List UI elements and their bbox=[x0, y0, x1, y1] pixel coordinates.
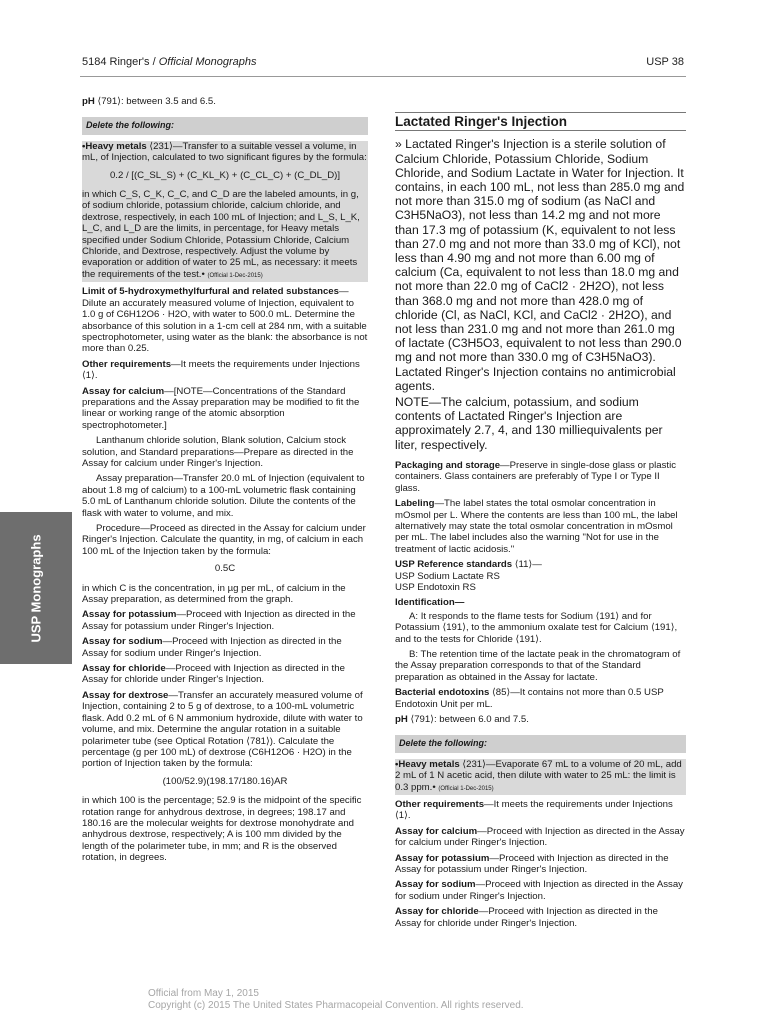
delete-header: Delete the following: bbox=[82, 117, 368, 134]
usp-edition: USP 38 bbox=[646, 56, 684, 68]
ph-text: ⟨791⟩: between 3.5 and 6.5. bbox=[94, 96, 216, 107]
heavy-metals-block bbox=[82, 141, 368, 282]
other-requirements-label-right: Other requirements bbox=[395, 799, 485, 811]
limit-label: Limit of 5-hydroxymethylfurfural and related substances bbox=[82, 286, 339, 298]
packaging-text: —Preserve in single-dose glass or plastic containers. Glass containers are preferably of Type I or Type II glass. bbox=[395, 459, 676, 494]
right-column bbox=[395, 112, 686, 933]
assay-potassium-label-right: Assay for potassium bbox=[395, 852, 490, 864]
reference-standards-text: ⟨11⟩— bbox=[512, 559, 542, 571]
heavy-metals-where-text: in which C_S, C_K, C_C, and C_D are the labeled amounts, in g, of sodium chloride, potassium chloride, calcium chloride, and dextrose, respectively, in each 100 mL of Injection; and L_S, L_K, L_C, and L_D are the limits, in percentage, for Heavy metals specified under Sodium Chloride, Potassium Chloride, Calcium Chloride, and Dextrose, respectively. Adjust the volume by evaporation or addition of water to 25 mL, as necessary: it meets the requirements of the test.• bbox=[82, 189, 360, 280]
heavy-metals-formula: 0.2 / [(C_SL_S) + (C_KL_K) + (C_CL_C) + (C_DL_D)] bbox=[109, 169, 341, 181]
official-date: (Official 1-Dec-2015) bbox=[207, 272, 263, 279]
reference-standards-label: USP Reference standards bbox=[395, 559, 513, 571]
dextrose-formula: (100/52.9)(198.17/180.16)AR bbox=[162, 775, 288, 787]
side-tab-label: USP Monographs bbox=[28, 533, 44, 643]
reference-standard-1: USP Sodium Lactate RS bbox=[395, 570, 500, 582]
assay-calcium-label-right: Assay for calcium bbox=[395, 825, 478, 837]
heavy-metals-section-right bbox=[395, 759, 686, 795]
assay-sodium-label-right: Assay for sodium bbox=[395, 879, 476, 891]
heavy-metals-block-right bbox=[395, 759, 686, 795]
assay-potassium-label: Assay for potassium bbox=[82, 609, 177, 621]
assay-sodium-section-right bbox=[395, 879, 686, 902]
calcium-where: in which C is the concentration, in µg per mL, of calcium in the Assay preparation, as determined from the graph. bbox=[82, 582, 346, 606]
assay-dextrose-section bbox=[82, 690, 368, 770]
assay-chloride-label-right: Assay for chloride bbox=[395, 906, 479, 918]
heavy-metals-text: ⟨231⟩—Transfer to a suitable vessel a volume, in mL, of Injection, calculated to two significant figures by the formula: bbox=[82, 140, 367, 164]
packaging-label: Packaging and storage bbox=[395, 459, 501, 471]
ph-section bbox=[82, 96, 368, 107]
assay-potassium-section bbox=[82, 609, 368, 632]
reference-standards-section bbox=[395, 559, 686, 570]
assay-calcium-section-right bbox=[395, 826, 686, 849]
endotoxins-label: Bacterial endotoxins bbox=[395, 687, 490, 699]
identification-a: A: It responds to the flame tests for Sodium ⟨191⟩ and for Potassium ⟨191⟩, to the ammonium oxalate test for Calcium ⟨191⟩, and to the tests for Chloride ⟨191⟩. bbox=[395, 610, 678, 645]
labeling-text: —The label states the total osmolar concentration in mOsmol per L. Where the contents are less than 100 mL, the label alternatively may state the total osmolar concentration in mOsmol per mL. The label includes also the warning "Not for use in the treatment of lactic acidosis." bbox=[395, 498, 678, 555]
assay-calcium-section bbox=[82, 386, 368, 432]
assay-calcium-text-right: —Proceed with Injection as directed in the Assay for calcium under Ringer's Injection. bbox=[395, 825, 685, 849]
footer-copyright: Copyright (c) 2015 The United States Pharmacopeial Convention. All rights reserved. bbox=[148, 1000, 524, 1011]
identification-label: Identification— bbox=[395, 597, 465, 609]
limit-section bbox=[82, 286, 368, 354]
page-ref: 5184 Ringer's / bbox=[82, 56, 159, 68]
assay-dextrose-text: —Transfer an accurately measured volume of Injection, containing 2 to 5 g of dextrose, to a 100-mL volumetric flask. Add 0.2 mL of 6 N ammonium hydroxide, dilute with water to volume, and mix. Determine the angular rotation in a suitable polarimeter tube (see Optical Rotation ⟨781⟩). Calculate the percentage (g per 100 mL) of dextrose (C6H12O6 · H2O) in the portion of Injection taken by the formula: bbox=[82, 689, 363, 770]
assay-chloride-label: Assay for chloride bbox=[82, 663, 166, 675]
dextrose-where: in which 100 is the percentage; 52.9 is the midpoint of the specific rotation range for anhydrous dextrose, in degrees; 198.17 and 180.16 are the molecular weights for dextrose monohydrate and anhydrous dextrose, respectively; A is 100 mm divided by the length of the polarimeter tube, in mm; and R is the observed rotation, in degrees. bbox=[82, 795, 362, 864]
assay-potassium-text: —Proceed with Injection as directed in the Assay for potassium under Ringer's Injection. bbox=[82, 609, 356, 632]
assay-chloride-section-right bbox=[395, 906, 686, 929]
heavy-metals-label: •Heavy metals bbox=[82, 140, 147, 152]
official-date-right: (Official 1-Dec-2015) bbox=[438, 785, 494, 792]
reference-standard-2: USP Endotoxin RS bbox=[395, 581, 476, 593]
assay-calcium-label: Assay for calcium bbox=[82, 385, 165, 397]
heavy-metals-text-right: ⟨231⟩—Evaporate 67 mL to a volume of 20 mL, add 2 mL of 1 N acetic acid, then dilute with water to 25 mL: the limit is 0.3 ppm.• bbox=[395, 758, 682, 793]
header-rule bbox=[80, 76, 686, 77]
calcium-formula: 0.5C bbox=[214, 563, 236, 575]
assay-sodium-text-right: —Proceed with Injection as directed in the Assay for sodium under Ringer's Injection. bbox=[395, 879, 683, 902]
assay-potassium-text-right: —Proceed with Injection as directed in the Assay for potassium under Ringer's Injection. bbox=[395, 852, 669, 876]
other-requirements-section-right bbox=[395, 799, 686, 822]
assay-chloride-text-right: —Proceed with Injection as directed in the Assay for chloride under Ringer's Injection. bbox=[395, 906, 658, 929]
heavy-metals-label-right: •Heavy metals bbox=[395, 758, 460, 770]
definition-note: NOTE—The calcium, potassium, and sodium contents of Lactated Ringer's Injection are approximately 2.7, 4, and 130 milliequivalents per liter, respectively. bbox=[395, 395, 663, 452]
monograph-title: Lactated Ringer's Injection bbox=[395, 112, 686, 131]
assay-sodium-section bbox=[82, 636, 368, 659]
assay-calcium-text: —[NOTE—Concentrations of the Standard preparations and the Assay preparation may be modified to fit the linear or working range of the atomic absorption spectrophotometer.] bbox=[82, 385, 360, 431]
other-requirements-label: Other requirements bbox=[82, 358, 172, 370]
side-tab bbox=[0, 512, 72, 664]
delete-header-right: Delete the following: bbox=[395, 735, 686, 752]
ph-label: pH bbox=[82, 96, 95, 107]
assay-sodium-text: —Proceed with Injection as directed in the Assay for sodium under Ringer's Injection. bbox=[82, 636, 342, 659]
copyright-footer bbox=[148, 988, 524, 1012]
other-requirements-text: —It meets the requirements under Injections ⟨1⟩. bbox=[82, 358, 360, 382]
calcium-solutions: Lanthanum chloride solution, Blank solution, Calcium stock solution, and Standard preparations—Prepare as directed in the Assay for calcium under Ringer's Injection. bbox=[82, 435, 354, 469]
limit-text: —Dilute an accurately measured volume of Injection, equivalent to 1.0 g of C6H12O6 · H2O, with water to 500.0 mL. Determine the absorbance of this solution in a 1-cm cell at 284 nm, with a suitable spectrophotometer, using water as the blank: the absorbance is not more than 0.25. bbox=[82, 286, 368, 355]
monograph-definition bbox=[395, 137, 686, 451]
packaging-section bbox=[395, 460, 686, 494]
endotoxins-section bbox=[395, 687, 686, 710]
heavy-metals-where bbox=[82, 189, 368, 282]
section-name: Official Monographs bbox=[158, 56, 257, 68]
assay-dextrose-label: Assay for dextrose bbox=[82, 689, 169, 701]
definition-text: » Lactated Ringer's Injection is a sterile solution of Calcium Chloride, Potassium Chloride, Sodium Chloride, and Sodium Lactate in Water for Injection. It contains, in each 100 mL, not less than 285.0 mg and not more than 315.0 mg of sodium (as NaCl and C3H5NaO3), not less than 14.2 mg and not more than 17.3 mg of potassium (K, equivalent to not less than 27.0 mg and not more than 33.0 mg of KCl), not less than 4.90 mg and not more than 6.00 mg of calcium (Ca, equivalent to not less than 18.0 mg and not more than 22.0 mg of CaCl2 · 2H2O), not less than 368.0 mg and not more than 428.0 mg of chloride (Cl, as NaCl, KCl, and CaCl2 · 2H2O), and not less than 231.0 mg and not more than 261.0 mg of lactate (C3H5O3, equivalent to not less than 290.0 mg and not more than 330.0 mg of C3H5NaO3). Lactated Ringer's Injection contains no antimicrobial agents. bbox=[395, 137, 685, 393]
other-requirements-section bbox=[82, 359, 368, 382]
ph-text-right: ⟨791⟩: between 6.0 and 7.5. bbox=[407, 714, 529, 725]
labeling-section bbox=[395, 498, 686, 555]
calcium-assay-preparation: Assay preparation—Transfer 20.0 mL of Injection (equivalent to about 1.8 mg of calcium) to a 100-mL volumetric flask containing 5.0 mL of Lanthanum chloride solution. Dilute the contents of the flask with water to volume, and mix. bbox=[82, 473, 365, 519]
assay-sodium-label: Assay for sodium bbox=[82, 636, 163, 648]
calcium-procedure: Procedure—Proceed as directed in the Assay for calcium under Ringer's Injection. Calculate the quantity, in mg, of calcium in each 100 mL of the Injection taken by the formula: bbox=[82, 523, 366, 557]
left-column bbox=[82, 96, 368, 868]
other-requirements-text-right: —It meets the requirements under Injections ⟨1⟩. bbox=[395, 799, 673, 822]
assay-potassium-section-right bbox=[395, 853, 686, 876]
identification-b: B: The retention time of the lactate peak in the chromatogram of the Assay preparation corresponds to that of the Standard preparation as obtained in the Assay for lactate. bbox=[395, 648, 681, 683]
endotoxins-text: ⟨85⟩—It contains not more than 0.5 USP Endotoxin Unit per mL. bbox=[395, 687, 664, 710]
assay-chloride-text: —Proceed with Injection as directed in the Assay for chloride under Ringer's Injection. bbox=[82, 663, 345, 686]
heavy-metals-section bbox=[82, 141, 368, 164]
identification-section bbox=[395, 597, 686, 608]
running-header bbox=[82, 56, 257, 68]
footer-official-date: Official from May 1, 2015 bbox=[148, 988, 259, 999]
labeling-label: Labeling bbox=[395, 498, 435, 510]
ph-section-right bbox=[395, 714, 686, 725]
ph-label-right: pH bbox=[395, 714, 408, 725]
assay-chloride-section bbox=[82, 663, 368, 686]
